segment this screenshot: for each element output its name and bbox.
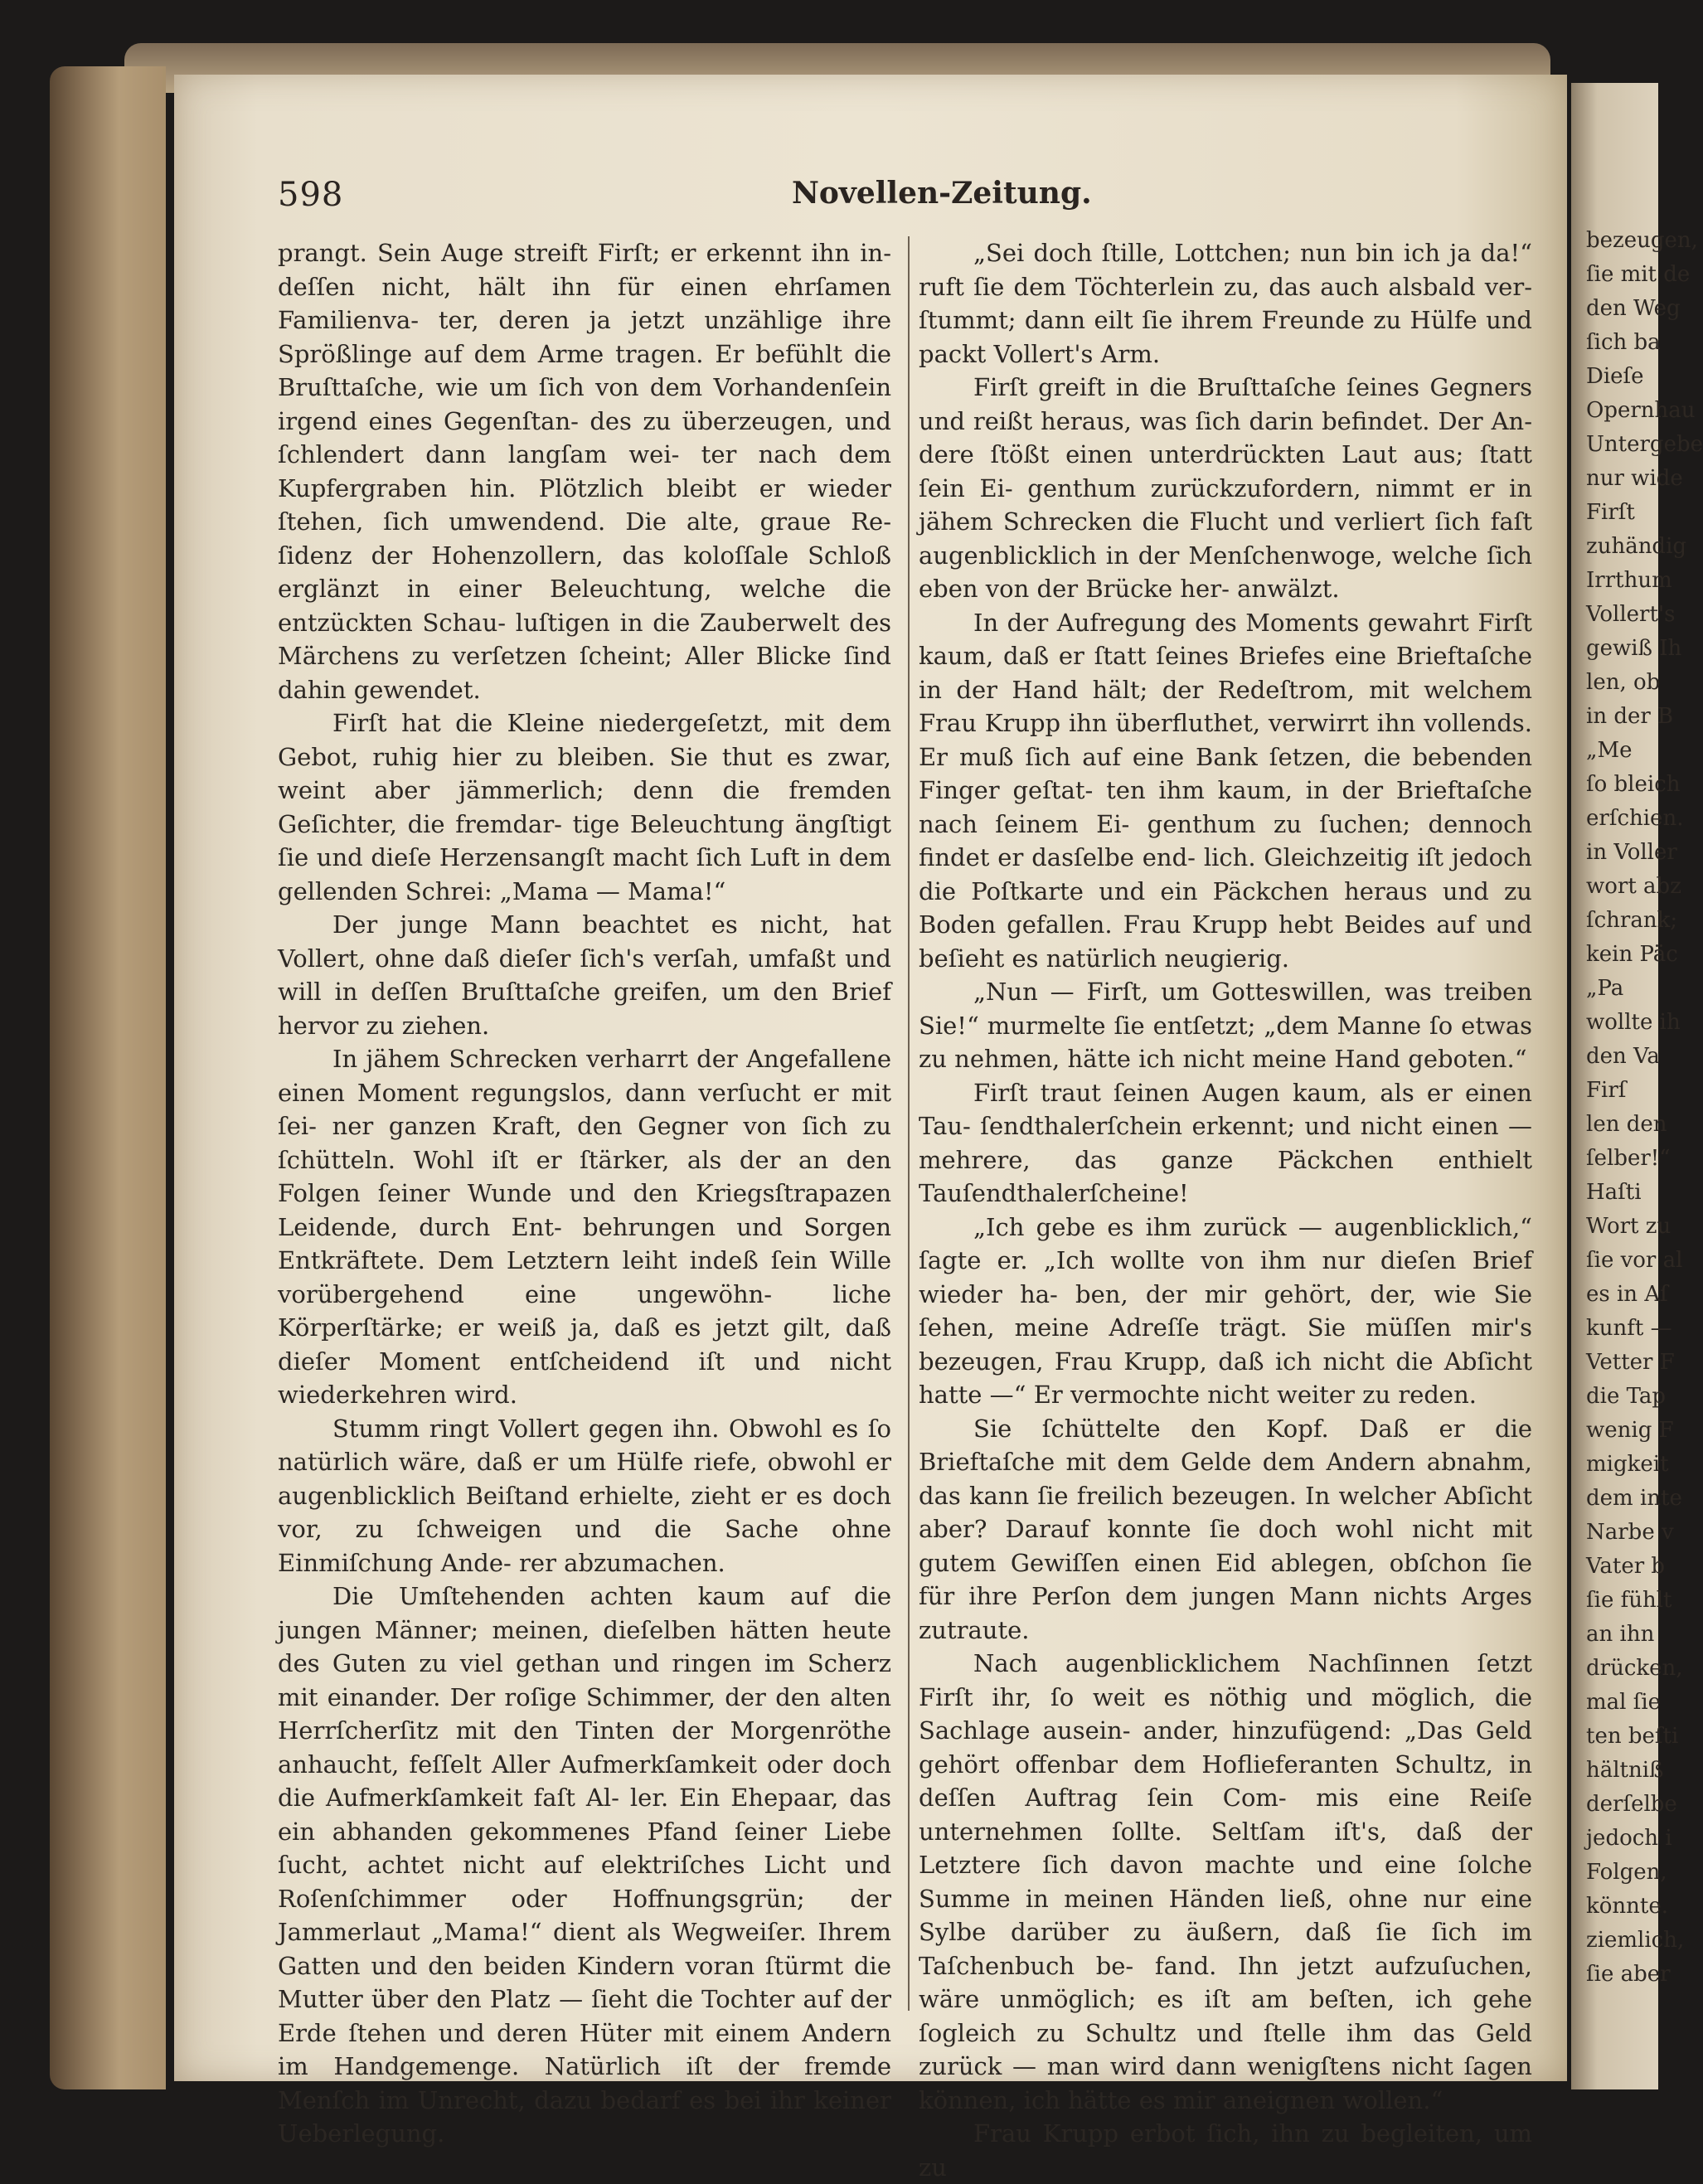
paragraph: Firſt hat die Kleine niedergeſetzt, mit dem Gebot, ruhig hier zu bleiben. Sie thut es zwar, weint aber jämmerlich; denn die fremden Geſichter, die fremdar- tige Beleuchtung ängſtigt ſie und dieſe Herzensangſt macht ſich Luft in dem gellenden Schrei: „Mama — Mama!“ [278,709,891,905]
next-page-fragment: ſelber!“ [1586,1146,1671,1171]
running-title: Novellen-Zeitung. [792,176,1092,211]
next-page-fragment: drücken, [1586,1656,1683,1681]
next-page-fragment: wollte ih [1586,1010,1681,1035]
next-page-fragment: in Voller [1586,840,1677,865]
next-page-fragment: hältniß [1586,1758,1664,1783]
next-page-fragment: in der B [1586,704,1674,729]
next-page-fragment: ten beſti [1586,1724,1679,1749]
next-page-strip [1571,83,1703,2089]
page-number: 598 [278,176,344,214]
paragraph: Firſt traut ſeinen Augen kaum, als er einen Tau- ſendthalerſchein erkennt; und nicht einen — mehrere, das ganze Päckchen enthielt Tauſendthalerſcheine! [919,1078,1532,1207]
next-page-fragment: ſie fühlt [1586,1588,1672,1613]
next-page-fragment: derſelbe [1586,1792,1677,1817]
paragraph: „Sei doch ſtille, Lottchen; nun bin ich ja da!“ ruft ſie dem Töchterlein zu, das auch alsbald ver- ſtummt; dann eilt ſie ihrem Freunde zu Hülfe und packt Vollert's Arm. [919,239,1532,368]
paragraph: Frau Krupp erbot ſich, ihn zu begleiten, um zu [919,2119,1532,2182]
next-page-fragment: ſie mit de [1586,262,1691,287]
next-page-fragment: den Va [1586,1044,1660,1069]
book-page-edges [50,66,166,2089]
next-page-fragment: Firſt [1586,500,1635,525]
next-page-fragment: den Weg [1586,296,1681,321]
next-page-fragment: nur wide [1586,466,1683,491]
next-page-fragment: Firſ [1586,1078,1627,1103]
next-page-fragment: „Pa [1586,976,1624,1001]
next-page-fragment: die Tap [1586,1384,1667,1409]
next-page-fragment: ſchrank; [1586,908,1678,933]
next-page-fragment: len, ob [1586,670,1661,695]
next-page-fragment: Dieſe [1586,364,1644,389]
next-page-fragment: ſo bleich [1586,772,1681,797]
paragraph: „Nun — Firſt, um Gotteswillen, was treiben Sie!“ murmelte ſie entſetzt; „dem Manne ſo etwas zu nehmen, hätte ich nicht meine Hand geboten.“ [919,978,1532,1073]
next-page-fragment: an ihn [1586,1622,1655,1647]
next-page-fragment: gewiß Ih [1586,636,1682,661]
next-page-fragment: Vater b [1586,1554,1666,1579]
paragraph: Sie ſchüttelte den Kopf. Daß er die Brieftaſche mit dem Gelde dem Andern abnahm, das kann ſie freilich bezeugen. In welcher Abſicht aber? Darauf konnte ſie doch wohl nicht mit gutem Gewiſſen einen Eid ablegen, obſchon ſie für ihre Perſon dem jungen Mann nichts Arges zutraute. [919,1414,1532,1644]
paragraph: Stumm ringt Vollert gegen ihn. Obwohl es ſo natürlich wäre, daß er um Hülfe riefe, obwohl er augenblicklich Beiſtand erhielte, zieht er es doch vor, zu ſchweigen und die Sache ohne Einmiſchung Ande- rer abzumachen. [278,1414,891,1577]
next-page-fragment: Wort zu [1586,1214,1671,1239]
next-page-fragment: kunft — [1586,1316,1672,1341]
next-page-fragment: kein Päc [1586,942,1678,967]
next-page-fragment: migkeit [1586,1452,1669,1477]
next-page-fragment: ſich ba [1586,330,1661,355]
next-page-fragment: Folgen, [1586,1860,1667,1885]
next-page-fragment: ſie aber [1586,1962,1671,1987]
next-page-fragment: Opernhau [1586,398,1696,423]
next-page-fragment: Haſti [1586,1180,1642,1205]
paragraph: In der Aufregung des Moments gewahrt Firſt kaum, daß er ſtatt ſeines Briefes eine Brieftaſche in der Hand hält; der Redeſtrom, mit welchem Frau Krupp ihn überfluthet, verwirrt ihn vollends. Er muß ſich auf eine Bank ſetzen, die bebenden Finger geſtat- ten ihm kaum, in der Brieftaſche nach ſeinem Ei- genthum zu ſuchen; dennoch findet er dasſelbe end- lich. Gleichzeitig iſt jedoch die Poſtkarte und ein Päckchen heraus und zu Boden gefallen. Frau Krupp hebt Beides auf und beſieht es natürlich neugierig. [919,608,1532,973]
next-page-fragment: zuhändig [1586,534,1687,559]
paragraph: In jähem Schrecken verharrt der Angefallene einen Moment regungslos, dann verſucht er mit ſei- ner ganzen Kraft, den Gegner von ſich zu ſchütteln. Wohl iſt er ſtärker, als der an den Folgen ſeiner Wunde und den Kriegsſtrapazen Leidende, durch Ent- behrungen und Sorgen Entkräftete. Dem Letztern leiht indeß ſein Wille vorübergehend eine ungewöhn- liche Körperſtärke; er weiß ja, daß es jetzt gilt, daß dieſer Moment entſcheidend iſt und nicht wiederkehren wird. [278,1045,891,1409]
next-page-fragment: Untergebe [1586,432,1703,457]
column-divider [908,236,910,2011]
next-page-fragment: Narbe v [1586,1520,1674,1545]
next-page-fragment: jedoch i [1586,1826,1672,1851]
next-page-fragment: bezeugen, [1586,228,1698,253]
next-page-fragment: könnte. [1586,1894,1668,1919]
next-page-fragment: Vetter F [1586,1350,1675,1375]
next-page-fragment: erſchien. [1586,806,1684,831]
next-page-fragment: „Me [1586,738,1633,763]
next-page-fragment: wort abz [1586,874,1681,899]
next-page-fragment: Irrthum [1586,568,1672,593]
next-page-fragment: len den [1586,1112,1667,1137]
page-header [278,176,1497,226]
paragraph: Nach augenblicklichem Nachſinnen ſetzt Firſt ihr, ſo weit es nöthig und möglich, die Sachlage ausein- ander, hinzufügend: „Das Geld gehört offenbar dem Hoflieferanten Schultz, in deſſen Auftrag ſein Com- mis eine Reiſe unternehmen ſollte. Seltſam iſt's, daß der Letztere ſich davon machte und eine ſolche Summe in meinen Händen ließ, ohne nur eine Sylbe darüber zu äußern, daß ſie ſich im Taſchenbuch be- fand. Ihn jetzt aufzuſuchen, wäre unmöglich; es iſt am beſten, ich gehe ſogleich zu Schultz und ſtelle ihm das Geld zurück — man wird dann wenigſtens nicht ſagen können, ich hätte es mir aneignen wollen.“ [919,1649,1532,2114]
next-page-fragment: es in Aſ [1586,1282,1668,1307]
next-page-fragment: ſie vor al [1586,1248,1683,1273]
paragraph: Firſt greift in die Bruſttaſche ſeines Gegners und reißt heraus, was ſich darin befindet. Der An- dere ſtößt einen unterdrückten Laut aus; ſtatt ſein Ei- genthum zurückzufordern, nimmt er in jähem Schrecken die Flucht und verliert ſich faſt augenblicklich in der Menſchenwoge, welche ſich eben von der Brücke her- anwälzt. [919,373,1532,603]
right-column [919,236,1532,2184]
paragraph: Die Umſtehenden achten kaum auf die jungen Männer; meinen, dieſelben hätten heute des Guten zu viel gethan und ringen im Scherz mit einander. Der roſige Schimmer, der den alten Herrſcherſitz mit den Tinten der Morgenröthe anhaucht, feſſelt Aller Aufmerkſamkeit oder doch die Aufmerkſamkeit faſt Al- ler. Ein Ehepaar, das ein abhanden gekommenes Pfand ſeiner Liebe ſucht, achtet nicht auf elektriſches Licht und Roſenſchimmer oder Hoffnungsgrün; der Jammerlaut „Mama!“ dient als Wegweiſer. Ihrem Gatten und den beiden Kindern voran ſtürmt die Mutter über den Platz — ſieht die Tochter auf der Erde ſtehen und deren Hüter mit einem Andern im Handgemenge. Natürlich iſt der fremde Menſch im Unrecht, dazu bedarf es bei ihr keiner Ueberlegung. [278,1582,891,2148]
next-page-fragment: wenig F [1586,1418,1674,1443]
next-page-fragment: dem inte [1586,1486,1682,1511]
left-column [278,236,891,2151]
next-page-fragment: Vollert's [1586,602,1676,627]
paragraph: „Ich gebe es ihm zurück — augenblicklich,“ ſagte er. „Ich wollte von ihm nur dieſen Brief wieder ha- ben, der mir gehört, der, wie Sie ſehen, meine Adreſſe trägt. Sie müſſen mir's bezeugen, Frau Krupp, daß ich nicht die Abſicht hatte —“ Er vermochte nicht weiter zu reden. [919,1212,1532,1409]
next-page-fragment: mal ſie [1586,1690,1662,1715]
paragraph: prangt. Sein Auge streift Firſt; er erkennt ihn in- deſſen nicht, hält ihn für einen ehrſamen Familienva- ter, deren ja jetzt unzählige ihre Sprößlinge auf dem Arme tragen. Er befühlt die Bruſttaſche, wie um ſich von dem Vorhandenſein irgend eines Gegenſtan- des zu überzeugen, und ſchlendert dann langſam wei- ter nach dem Kupfergraben hin. Plötzlich bleibt er wieder ſtehen, ſich umwendend. Die alte, graue Re- ſidenz der Hohenzollern, das koloſſale Schloß erglänzt in einer Beleuchtung, welche die entzückten Schau- luſtigen in die Zauberwelt des Märchens zu verſetzen ſcheint; Aller Blicke ſind dahin gewendet. [278,239,891,704]
next-page-fragment: ziemlich, [1586,1928,1685,1953]
paragraph: Der junge Mann beachtet es nicht, hat Vollert, ohne daß dieſer ſich's verſah, umfaßt und will in deſſen Bruſttaſche greifen, um den Brief hervor zu ziehen. [278,910,891,1040]
